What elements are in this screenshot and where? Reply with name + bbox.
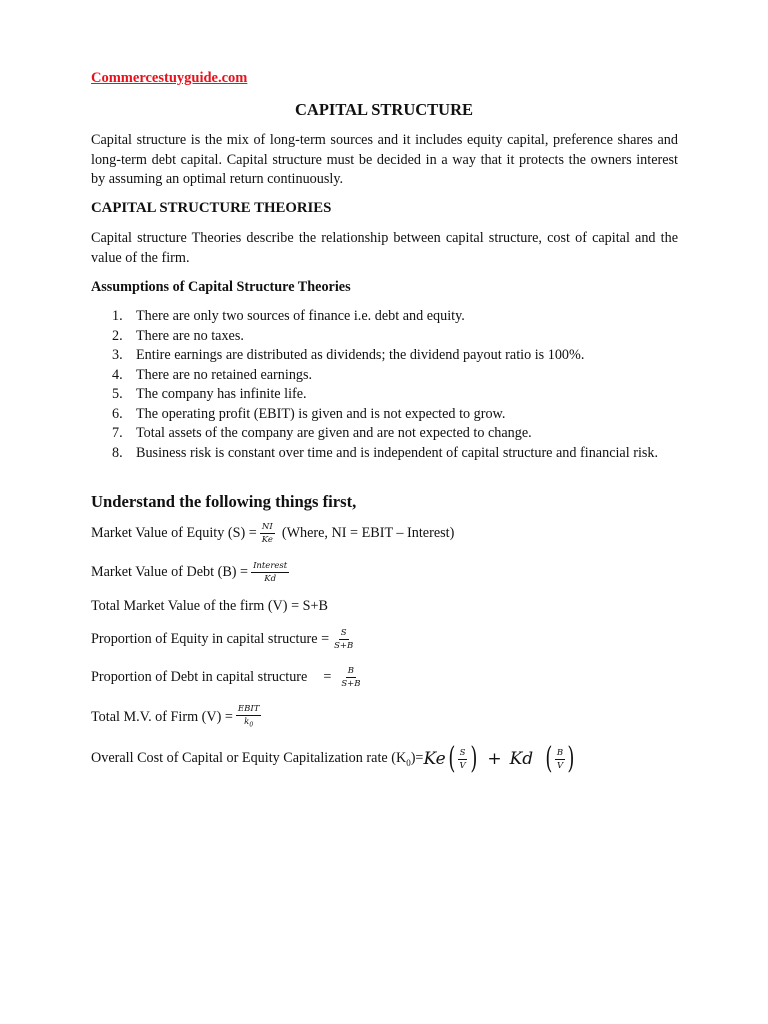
fraction-numerator: S <box>340 628 347 638</box>
fraction-numerator: EBIT <box>237 704 260 714</box>
list-item-number: 1. <box>112 308 123 324</box>
right-paren: ) <box>469 741 477 776</box>
equals-sign: = <box>323 669 332 685</box>
firm-value-formula <box>91 704 264 731</box>
list-item <box>91 346 678 366</box>
fraction-denominator: S+B <box>334 641 354 651</box>
list-item-text: Total assets of the company are given and are not expected to change. <box>136 425 532 441</box>
debt-proportion-label: Proportion of Debt in capital structure <box>91 669 308 685</box>
list-item-number: 4. <box>112 366 123 383</box>
document-title: CAPITAL STRUCTURE <box>294 100 474 119</box>
fraction-numerator: S <box>459 747 466 758</box>
list-item <box>91 405 678 425</box>
fraction-denominator: S+B <box>341 679 361 689</box>
debt-fraction <box>251 561 289 584</box>
list-item-text: There are only two sources of finance i.e. debt and equity. <box>136 308 465 324</box>
debt-proportion-fraction <box>339 666 362 689</box>
assumptions-heading: Assumptions of Capital Structure Theories <box>91 279 351 295</box>
equity-formula <box>91 522 454 545</box>
debt-label: Market Value of Debt (B) = <box>91 564 249 580</box>
equity-weight-fraction <box>457 748 467 771</box>
equity-proportion-label: Proportion of Equity in capital structure = <box>91 631 330 647</box>
list-item-text: There are no retained earnings. <box>136 366 313 383</box>
overall-cost-label-text: Overall Cost of Capital or Equity Capitalization rate (K <box>91 750 407 767</box>
firm-value-label: Total M.V. of Firm (V) = <box>91 708 233 725</box>
total-value-formula <box>91 598 328 615</box>
formulas-heading: Understand the following things first, <box>91 492 357 511</box>
list-item-number: 3. <box>112 347 123 363</box>
list-item-number: 8. <box>112 444 123 461</box>
site-link[interactable]: Commercestuyguide.com <box>91 70 248 86</box>
firm-value-fraction <box>236 704 261 731</box>
list-item-text: Entire earnings are distributed as dividends; the dividend payout ratio is 100%. <box>136 347 585 363</box>
equity-note: (Where, NI = EBIT – Interest) <box>281 525 455 541</box>
kd-symbol: Kd <box>509 749 534 769</box>
list-item-text: Business risk is constant over time and is independent of capital structure and financial risk. <box>136 444 659 461</box>
denominator-subscript: 0 <box>249 721 254 729</box>
equity-proportion-formula <box>91 628 358 651</box>
denominator-symbol: k <box>244 717 250 727</box>
fraction-denominator <box>242 716 255 731</box>
plus-sign: + <box>487 749 502 769</box>
theories-paragraph: Capital structure Theories describe the relationship between capital structure, cost of capital and the value of the firm. <box>91 230 678 266</box>
overall-cost-formula <box>91 741 577 776</box>
left-paren: ( <box>545 741 553 776</box>
list-item <box>91 424 678 444</box>
fraction-numerator: NI <box>261 522 273 532</box>
fraction-numerator: B <box>347 666 355 676</box>
intro-paragraph: Capital structure is the mix of long-term sources and it includes equity capital, preference shares and long-term debt capital. Capital structure must be decided in a way that it protects the owners interest by assuming an optimal return continuously. <box>91 132 678 187</box>
equity-proportion-fraction <box>332 628 355 651</box>
ke-symbol: Ke <box>423 749 446 769</box>
right-paren: ) <box>567 741 575 776</box>
list-item-number: 7. <box>112 425 123 441</box>
total-value-label: Total Market Value of the firm (V) = S+B <box>91 598 328 614</box>
debt-formula <box>91 561 292 584</box>
overall-cost-label-subscript: 0 <box>406 757 411 768</box>
list-item <box>91 385 678 405</box>
overall-cost-expression <box>423 741 576 776</box>
list-item-text: The company has infinite life. <box>136 386 307 402</box>
debt-weight-fraction <box>555 748 565 771</box>
overall-cost-label <box>91 750 423 768</box>
theories-heading: CAPITAL STRUCTURE THEORIES <box>91 200 332 216</box>
fraction-numerator: Interest <box>253 561 288 571</box>
list-item-number: 2. <box>112 327 123 344</box>
list-item <box>91 327 678 347</box>
list-item <box>91 307 678 327</box>
debt-proportion-formula <box>91 666 366 689</box>
fraction-denominator: V <box>459 760 466 771</box>
overall-cost-label-end: )= <box>410 750 424 767</box>
fraction-denominator: V <box>556 760 564 771</box>
list-item <box>91 444 678 464</box>
list-item-number: 6. <box>112 405 123 422</box>
list-item <box>91 366 678 386</box>
equity-label: Market Value of Equity (S) = <box>91 525 257 541</box>
equity-fraction <box>260 522 275 545</box>
fraction-numerator: B <box>556 747 564 758</box>
fraction-denominator: Ke <box>261 535 273 545</box>
list-item-text: There are no taxes. <box>136 327 244 344</box>
list-item-number: 5. <box>112 386 123 402</box>
left-paren: ( <box>448 741 456 776</box>
fraction-denominator: Kd <box>264 574 277 584</box>
assumptions-list <box>91 307 678 463</box>
list-item-text: The operating profit (EBIT) is given and is not expected to grow. <box>136 405 506 422</box>
